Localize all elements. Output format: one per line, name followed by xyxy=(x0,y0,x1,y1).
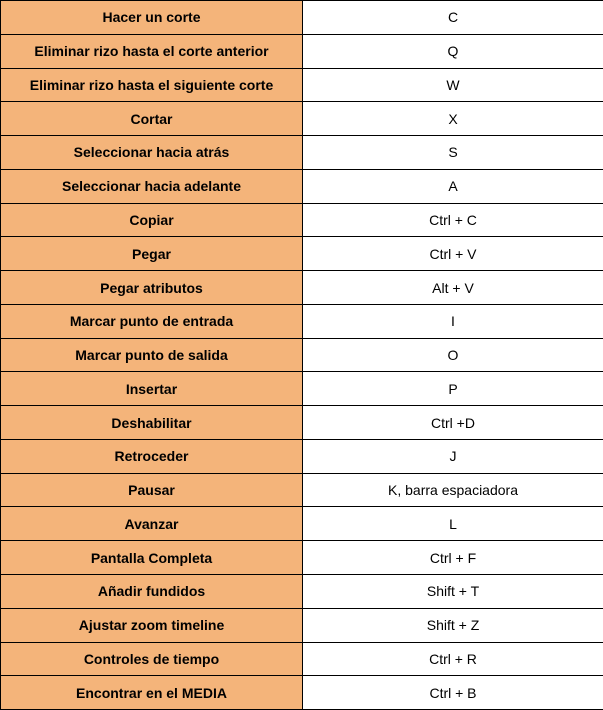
table-row xyxy=(1,102,603,136)
key-cell: Ctrl + B xyxy=(303,676,603,710)
table-row xyxy=(1,473,603,507)
key-cell: O xyxy=(303,338,603,372)
key-cell: S xyxy=(303,136,603,170)
table-row xyxy=(1,203,603,237)
key-cell: Shift + Z xyxy=(303,608,603,642)
key-cell: J xyxy=(303,439,603,473)
key-cell: Q xyxy=(303,34,603,68)
table-row xyxy=(1,642,603,676)
key-cell: L xyxy=(303,507,603,541)
key-cell: Ctrl + V xyxy=(303,237,603,271)
table-row xyxy=(1,541,603,575)
table-row xyxy=(1,338,603,372)
table-row xyxy=(1,68,603,102)
key-cell: W xyxy=(303,68,603,102)
key-cell: P xyxy=(303,372,603,406)
table-row xyxy=(1,406,603,440)
action-cell: Hacer un corte xyxy=(1,1,303,35)
table-row xyxy=(1,1,603,35)
action-cell: Controles de tiempo xyxy=(1,642,303,676)
key-cell: A xyxy=(303,169,603,203)
action-cell: Avanzar xyxy=(1,507,303,541)
action-cell: Insertar xyxy=(1,372,303,406)
table-row xyxy=(1,34,603,68)
table-row xyxy=(1,507,603,541)
action-cell: Retroceder xyxy=(1,439,303,473)
key-cell: Alt + V xyxy=(303,271,603,305)
table-row xyxy=(1,439,603,473)
table-row xyxy=(1,575,603,609)
table-row xyxy=(1,608,603,642)
action-cell: Ajustar zoom timeline xyxy=(1,608,303,642)
table-row xyxy=(1,372,603,406)
action-cell: Deshabilitar xyxy=(1,406,303,440)
table-row xyxy=(1,136,603,170)
table-row xyxy=(1,237,603,271)
action-cell: Añadir fundidos xyxy=(1,575,303,609)
key-cell: C xyxy=(303,1,603,35)
action-cell: Eliminar rizo hasta el corte anterior xyxy=(1,34,303,68)
action-cell: Pantalla Completa xyxy=(1,541,303,575)
table-row xyxy=(1,676,603,710)
action-cell: Marcar punto de entrada xyxy=(1,304,303,338)
shortcuts-table-body xyxy=(1,1,603,710)
key-cell: K, barra espaciadora xyxy=(303,473,603,507)
key-cell: Shift + T xyxy=(303,575,603,609)
key-cell: Ctrl + F xyxy=(303,541,603,575)
table-row xyxy=(1,271,603,305)
key-cell: X xyxy=(303,102,603,136)
key-cell: Ctrl + C xyxy=(303,203,603,237)
action-cell: Pegar xyxy=(1,237,303,271)
action-cell: Marcar punto de salida xyxy=(1,338,303,372)
key-cell: I xyxy=(303,304,603,338)
action-cell: Seleccionar hacia atrás xyxy=(1,136,303,170)
action-cell: Copiar xyxy=(1,203,303,237)
action-cell: Eliminar rizo hasta el siguiente corte xyxy=(1,68,303,102)
key-cell: Ctrl +D xyxy=(303,406,603,440)
key-cell: Ctrl + R xyxy=(303,642,603,676)
table-row xyxy=(1,304,603,338)
action-cell: Pausar xyxy=(1,473,303,507)
action-cell: Pegar atributos xyxy=(1,271,303,305)
action-cell: Encontrar en el MEDIA xyxy=(1,676,303,710)
action-cell: Seleccionar hacia adelante xyxy=(1,169,303,203)
action-cell: Cortar xyxy=(1,102,303,136)
table-row xyxy=(1,169,603,203)
